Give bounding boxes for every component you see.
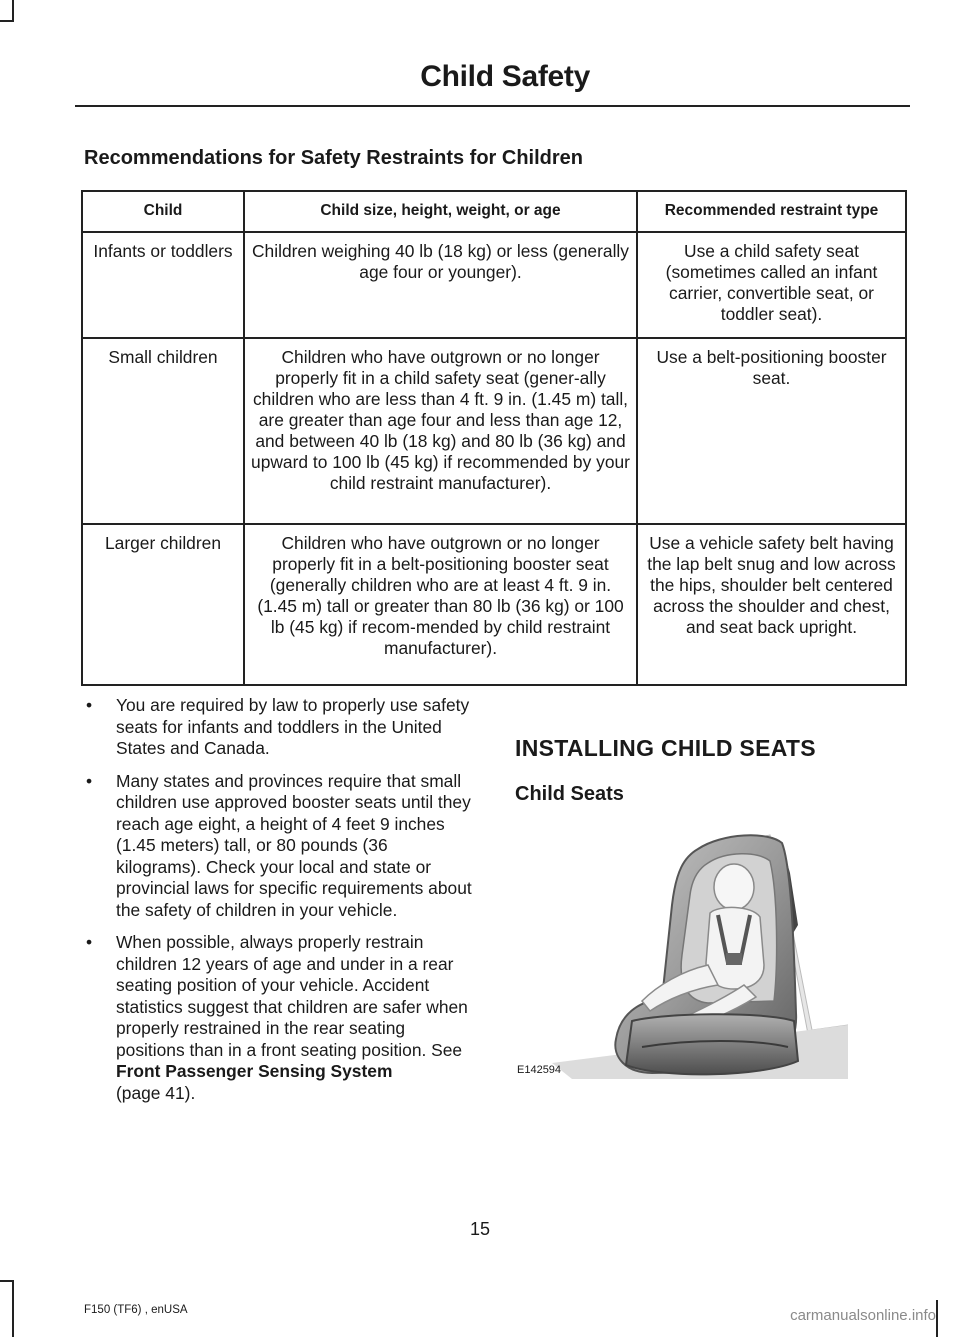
table-row (82, 338, 906, 524)
table-cell: Infants or toddlers (82, 232, 244, 338)
crop-mark (936, 1300, 938, 1337)
list-item (84, 695, 476, 760)
col-header-child: Child (82, 191, 244, 232)
page-reference: (page 41). (116, 1082, 196, 1103)
crop-mark (0, 1280, 14, 1282)
table-cell: Small children (82, 338, 244, 524)
figure-code: E142594 (517, 1064, 562, 1076)
table-cell: Children who have outgrown or no longer properly fit in a child safety seat (gener-ally children who are less than 4 ft. 9 in. (1.45 m) tall, are greater than age four and less than age 12, and between 40 lb (18 kg) and 80 lb (36 kg) and upward to 100 lb (45 kg) if recommended by your child restraint manufacturer). (244, 338, 637, 524)
list-item (84, 771, 476, 922)
watermark: carmanualsonline.info (790, 1307, 936, 1324)
col-header-restraint: Recommended restraint type (637, 191, 906, 232)
table-cell: Larger children (82, 524, 244, 685)
list-item (84, 932, 476, 1104)
bullet-symbol: • (86, 770, 93, 791)
crop-mark (12, 0, 14, 22)
table-header-row (82, 191, 906, 232)
page-number: 15 (469, 1219, 491, 1239)
bullet-symbol: • (86, 932, 93, 952)
list-item-text: You are required by law to properly use safety seats for infants and toddlers in the United States and Canada. (116, 695, 470, 758)
page-header-title: Child Safety (420, 60, 590, 93)
crop-mark (12, 1280, 14, 1337)
bullet-list (84, 695, 476, 1115)
bullet-symbol: • (86, 695, 93, 715)
restraint-table (81, 190, 907, 686)
section-title: Recommendations for Safety Restraints for Children (84, 147, 583, 169)
list-item-text: When possible, always properly restrain children 12 years of age and under in a rear seating position of your vehicle. Accident statistics suggest that children are safer when properly restrained in the rear seating positions than in a front seating position. See (116, 932, 468, 1060)
cross-reference-link[interactable]: Front Passenger Sensing System (116, 1061, 393, 1081)
table-cell: Use a belt-positioning booster seat. (637, 338, 906, 524)
crop-mark (0, 20, 14, 22)
table-cell: Children who have outgrown or no longer properly fit in a belt-positioning booster seat (generally children who are at least 4 ft. 9 in. (1.45 m) tall or greater than 80 lb (36 kg) or 100 lb (45 kg) if recom-mended by child restraint manufacturer). (244, 524, 637, 685)
table-row (82, 524, 906, 685)
child-seats-subheading: Child Seats (515, 783, 624, 805)
child-seat-illustration (512, 825, 848, 1079)
table-cell: Use a child safety seat (sometimes called an infant carrier, convertible seat, or toddler seat). (637, 232, 906, 338)
table-cell: Children weighing 40 lb (18 kg) or less (generally age four or younger). (244, 232, 637, 338)
table-cell: Use a vehicle safety belt having the lap belt snug and low across the hips, shoulder belt centered across the shoulder and chest, and seat back upright. (637, 524, 906, 685)
header-rule (75, 105, 910, 107)
installing-heading: INSTALLING CHILD SEATS (515, 735, 816, 761)
table-row (82, 232, 906, 338)
col-header-size: Child size, height, weight, or age (244, 191, 637, 232)
footer-text: F150 (TF6) , enUSA (84, 1304, 188, 1316)
list-item-text: Many states and provinces require that small children use approved booster seats until they reach age eight, a height of 4 feet 9 inches (1.45 meters) tall, or 80 pounds (36 kilograms). Check your local and state or provincial laws for specific requirements about the safety of children in your vehicle. (116, 770, 472, 920)
